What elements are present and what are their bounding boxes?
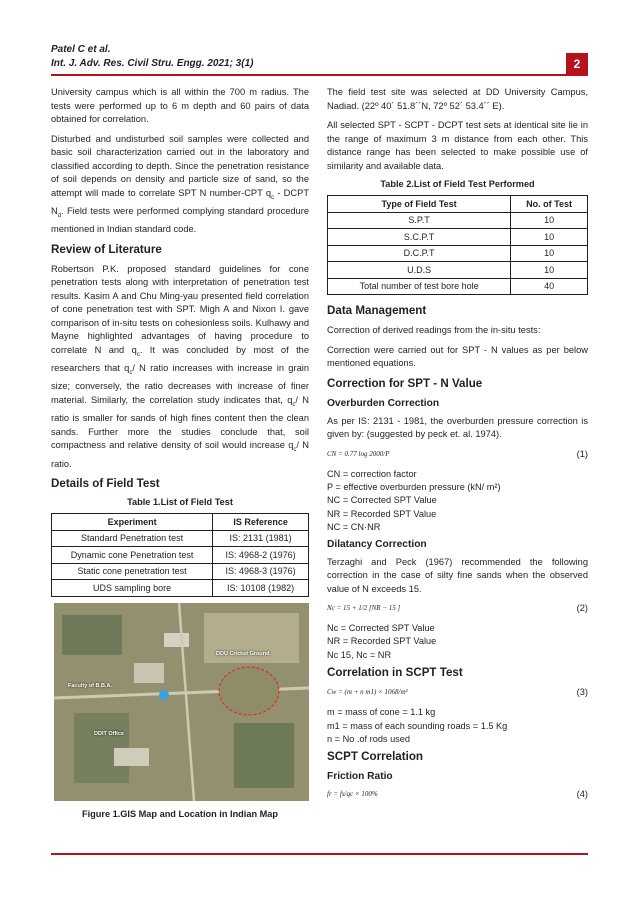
table-cell: 10 (511, 262, 588, 279)
definition: NC = CN·NR (327, 522, 381, 533)
paragraph: University campus which is all within the 700 m radius. The tests were performed up to 6 m depth and 60 pairs of data obtained for correlation. (51, 87, 309, 124)
table-row (328, 262, 588, 279)
definition: NC = Corrected SPT Value (327, 495, 437, 506)
paragraph: Disturbed and undisturbed soil samples were collected and basic soil characterization carried out in the laboratory and classified according to depth. Since the penetration resistance of soil depends on density and particle size of sand, so the attempt will made to correlate SPT N number-CPT $q_c$ - DCPT $N_d$. Field tests were performed complying standard procedure mentioned in Indian standard code. (51, 133, 309, 235)
subsection-heading: Friction Ratio (327, 771, 393, 783)
footer-rule (51, 853, 588, 855)
paragraph: The field test site was selected at DD University Campus, Nadiad. (22º 40´ 51.8´´N, 72º 52´ 53.4´´ E). (327, 87, 588, 111)
paragraph: Correction were carried out for SPT - N values as per below mentioned equations. (327, 344, 588, 368)
table-cell: Standard Penetration test (52, 530, 213, 547)
definition-list (327, 622, 588, 662)
table-row (52, 563, 309, 580)
table-cell: D.C.P.T (328, 245, 511, 262)
header-authors: Patel C et al. (51, 44, 111, 55)
left-column (51, 86, 309, 819)
section-heading: Correlation in SCPT Test (327, 666, 463, 680)
table-row (328, 212, 588, 229)
satellite-map (54, 603, 309, 801)
running-header (51, 43, 253, 71)
paragraph: As per IS: 2131 - 1981, the overburden pressure correction is given by: (suggested by peck et. al. 1974). (327, 415, 588, 439)
field-test-table (51, 513, 309, 597)
table-cell: UDS sampling bore (52, 580, 213, 597)
figure-caption: Figure 1.GIS Map and Location in Indian Map (81, 808, 278, 819)
definition: NR = Recorded SPT Value (327, 508, 437, 519)
definition-list (327, 706, 588, 746)
table-header: IS Reference (213, 514, 309, 531)
subsection-heading: Overburden Correction (327, 397, 440, 409)
paragraph: Correction of derived readings from the in-situ tests: (327, 325, 541, 335)
definition: m1 = mass of each sounding roads = 1.5 Kg (327, 720, 508, 731)
equation-2: Nc = 15 + 1/2 [NR − 15 ] (2) (327, 603, 588, 614)
table-header: No. of Test (511, 196, 588, 213)
table-cell: S.C.P.T (328, 229, 511, 246)
table-cell: 10 (511, 229, 588, 246)
subsection-heading: Dilatancy Correction (327, 538, 427, 550)
section-heading: Data Management (327, 304, 427, 317)
table-row (52, 580, 309, 597)
page-number-badge: 2 (566, 53, 588, 75)
table-cell: S.P.T (328, 212, 511, 229)
equation-4: fr = fs/qc × 100% (4) (327, 789, 588, 800)
table-row (52, 547, 309, 564)
section-heading: Details of Field Test (51, 477, 160, 491)
table-caption: Table 1.List of Field Test (127, 497, 233, 508)
section-heading: Review of Literature (51, 242, 162, 256)
table-row (52, 530, 309, 547)
table-header: Type of Field Test (328, 196, 511, 213)
definition-list (327, 468, 588, 535)
definition: NR = Recorded SPT Value (327, 636, 437, 647)
header-journal: Int. J. Adv. Res. Civil Stru. Engg. 2021; 3(1) (51, 58, 254, 69)
definition: n = No .of rods used (327, 734, 410, 745)
table-row (328, 245, 588, 262)
table-cell: Total number of test bore hole (328, 278, 511, 295)
table-cell: Dynamic cone Penetration test (52, 547, 213, 564)
table-cell: IS: 4968-2 (1976) (213, 547, 309, 564)
map-label: DDU Cricket Ground (216, 650, 270, 657)
definition: Nc 15, Nc = NR (327, 649, 392, 660)
definition: CN = correction factor (327, 468, 417, 479)
section-heading: Correction for SPT - N Value (327, 376, 483, 390)
equation-1: CN = 0.77 log 2000/P (1) (327, 448, 588, 459)
table-cell: IS: 2131 (1981) (213, 530, 309, 547)
paragraph: Terzaghi and Peck (1967) recommended the following correction in the case of silty fine sands when the observed value of N exceeds 15. (327, 556, 588, 594)
table-cell: IS: 10108 (1982) (213, 580, 309, 597)
table-cell: 40 (511, 278, 588, 295)
definition: m = mass of cone = 1.1 kg (327, 707, 436, 718)
table-cell: Static cone penetration test (52, 563, 213, 580)
table-header: Experiment (52, 514, 213, 531)
paragraph: Robertson P.K. proposed standard guidelines for cone penetration tests along with interpretation of penetration test results. Kasim A and Chu Ming-yau presented field correlation of cone penetration test with SPT. Migh A and Nixon I. gave comparison of in-situ tests on cohesionless soils. Kulhawy and Mayne highlighted advantages of having procedure to correlate N and $q_c$. It was concluded by most of the researchers that $q_c/$ N ratio increases with increase in grain size; conversely, the ratio decreases with increase of finer material. Similarly, the correlation study indicates that, $q_c/$ N ratio is smaller for sands of high fines content then the clean sands. Further more the studies conclude that, soil compactness and relative density of soil would increase $q_c/$ N ratio. (51, 263, 310, 469)
table-cell: U.D.S (328, 262, 511, 279)
definition: Nc = Corrected SPT Value (327, 623, 435, 634)
map-label: DDIT Office (94, 730, 124, 737)
table-cell: 10 (511, 245, 588, 262)
right-column (327, 86, 588, 808)
map-label: Faculty of B.B.A. (68, 682, 113, 689)
equation-3: Cw = (m + n m1) × 1068/m² (3) (327, 687, 588, 698)
table-cell: 10 (511, 212, 588, 229)
section-heading: SCPT Correlation (327, 750, 423, 764)
paragraph: All selected SPT - SCPT - DCPT test sets at identical site lie in the range of maximum 3 m distance from each other. This distance range has been selected to make possible use of similarity and available data. (327, 120, 588, 171)
tests-performed-table (327, 195, 588, 295)
gis-map-image (54, 603, 309, 801)
table-row (328, 278, 588, 295)
table-cell: IS: 4968-3 (1976) (213, 563, 309, 580)
header-rule (51, 74, 588, 76)
table-row (328, 229, 588, 246)
table-caption: Table 2.List of Field Test Performed (380, 179, 535, 189)
definition: P = effective overburden pressure (kN/ m²) (327, 481, 501, 492)
